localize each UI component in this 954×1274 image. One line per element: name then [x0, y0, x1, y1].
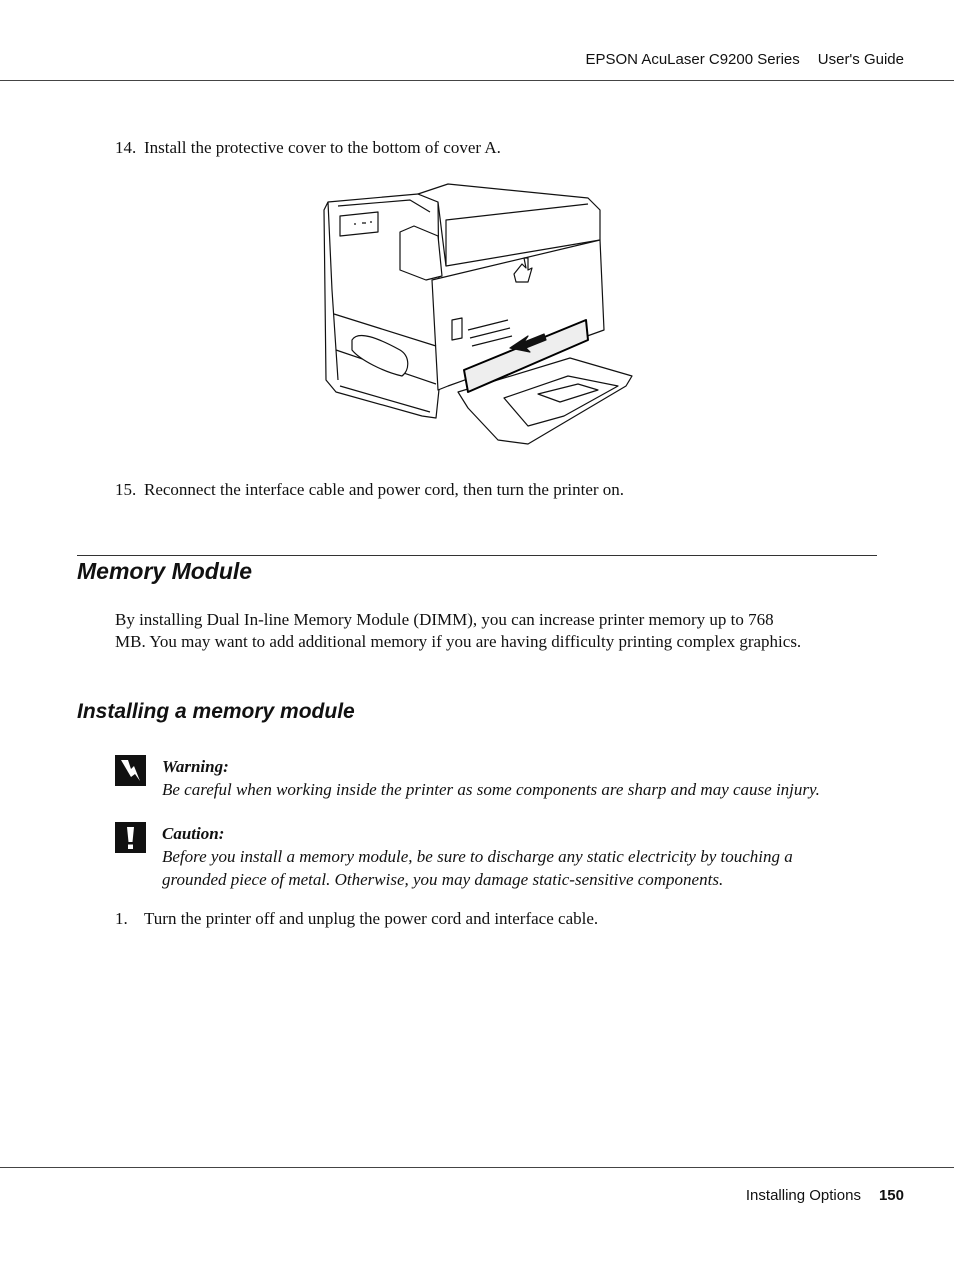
section-rule: [77, 555, 877, 556]
step-number: 14.: [115, 138, 137, 157]
section-intro: [115, 609, 885, 653]
header-product: EPSON AcuLaser C9200 Series: [585, 51, 800, 68]
warning-note: [115, 755, 885, 801]
step-text: Reconnect the interface cable and power cord, then turn the printer on.: [144, 480, 625, 499]
step-14: [115, 137, 501, 159]
page-footer: [746, 1187, 904, 1204]
caution-line-2: grounded piece of metal. Otherwise, you may damage static-sensitive components.: [162, 870, 724, 889]
footer-section: Installing Options: [745, 1187, 861, 1204]
intro-line-1: By installing Dual In-line Memory Module (DIMM), you can increase printer memory up to 768: [115, 610, 774, 629]
subsection-title: Installing a memory module: [77, 700, 355, 723]
lightning-warning-icon: [115, 755, 146, 786]
warning-title: Warning:: [162, 757, 229, 776]
exclamation-caution-icon: [115, 822, 146, 853]
printer-protective-cover-icon: [318, 180, 636, 450]
warning-text: Be careful when working inside the printer as some components are sharp and may cause injury.: [162, 780, 820, 799]
page-header: [585, 51, 904, 68]
intro-line-2: MB. You may want to add additional memory if you are having difficulty printing complex graphics.: [115, 632, 802, 651]
step-number: 15.: [115, 480, 137, 499]
header-guide: User's Guide: [817, 51, 904, 68]
page-number: 150: [878, 1187, 904, 1204]
printer-illustration: [318, 180, 636, 450]
caution-title: Caution:: [162, 824, 225, 843]
step-number: 1.: [115, 909, 128, 928]
footer-rule: [0, 1167, 954, 1168]
step-15: [115, 479, 624, 501]
section-title: Memory Module: [77, 558, 253, 584]
header-rule: [0, 80, 954, 81]
caution-line-1: Before you install a memory module, be sure to discharge any static electricity by touching a: [162, 847, 793, 866]
step-text: Turn the printer off and unplug the power cord and interface cable.: [144, 909, 599, 928]
caution-note: [115, 822, 885, 891]
step-text: Install the protective cover to the bottom of cover A.: [144, 138, 501, 157]
step-1: [115, 908, 598, 930]
